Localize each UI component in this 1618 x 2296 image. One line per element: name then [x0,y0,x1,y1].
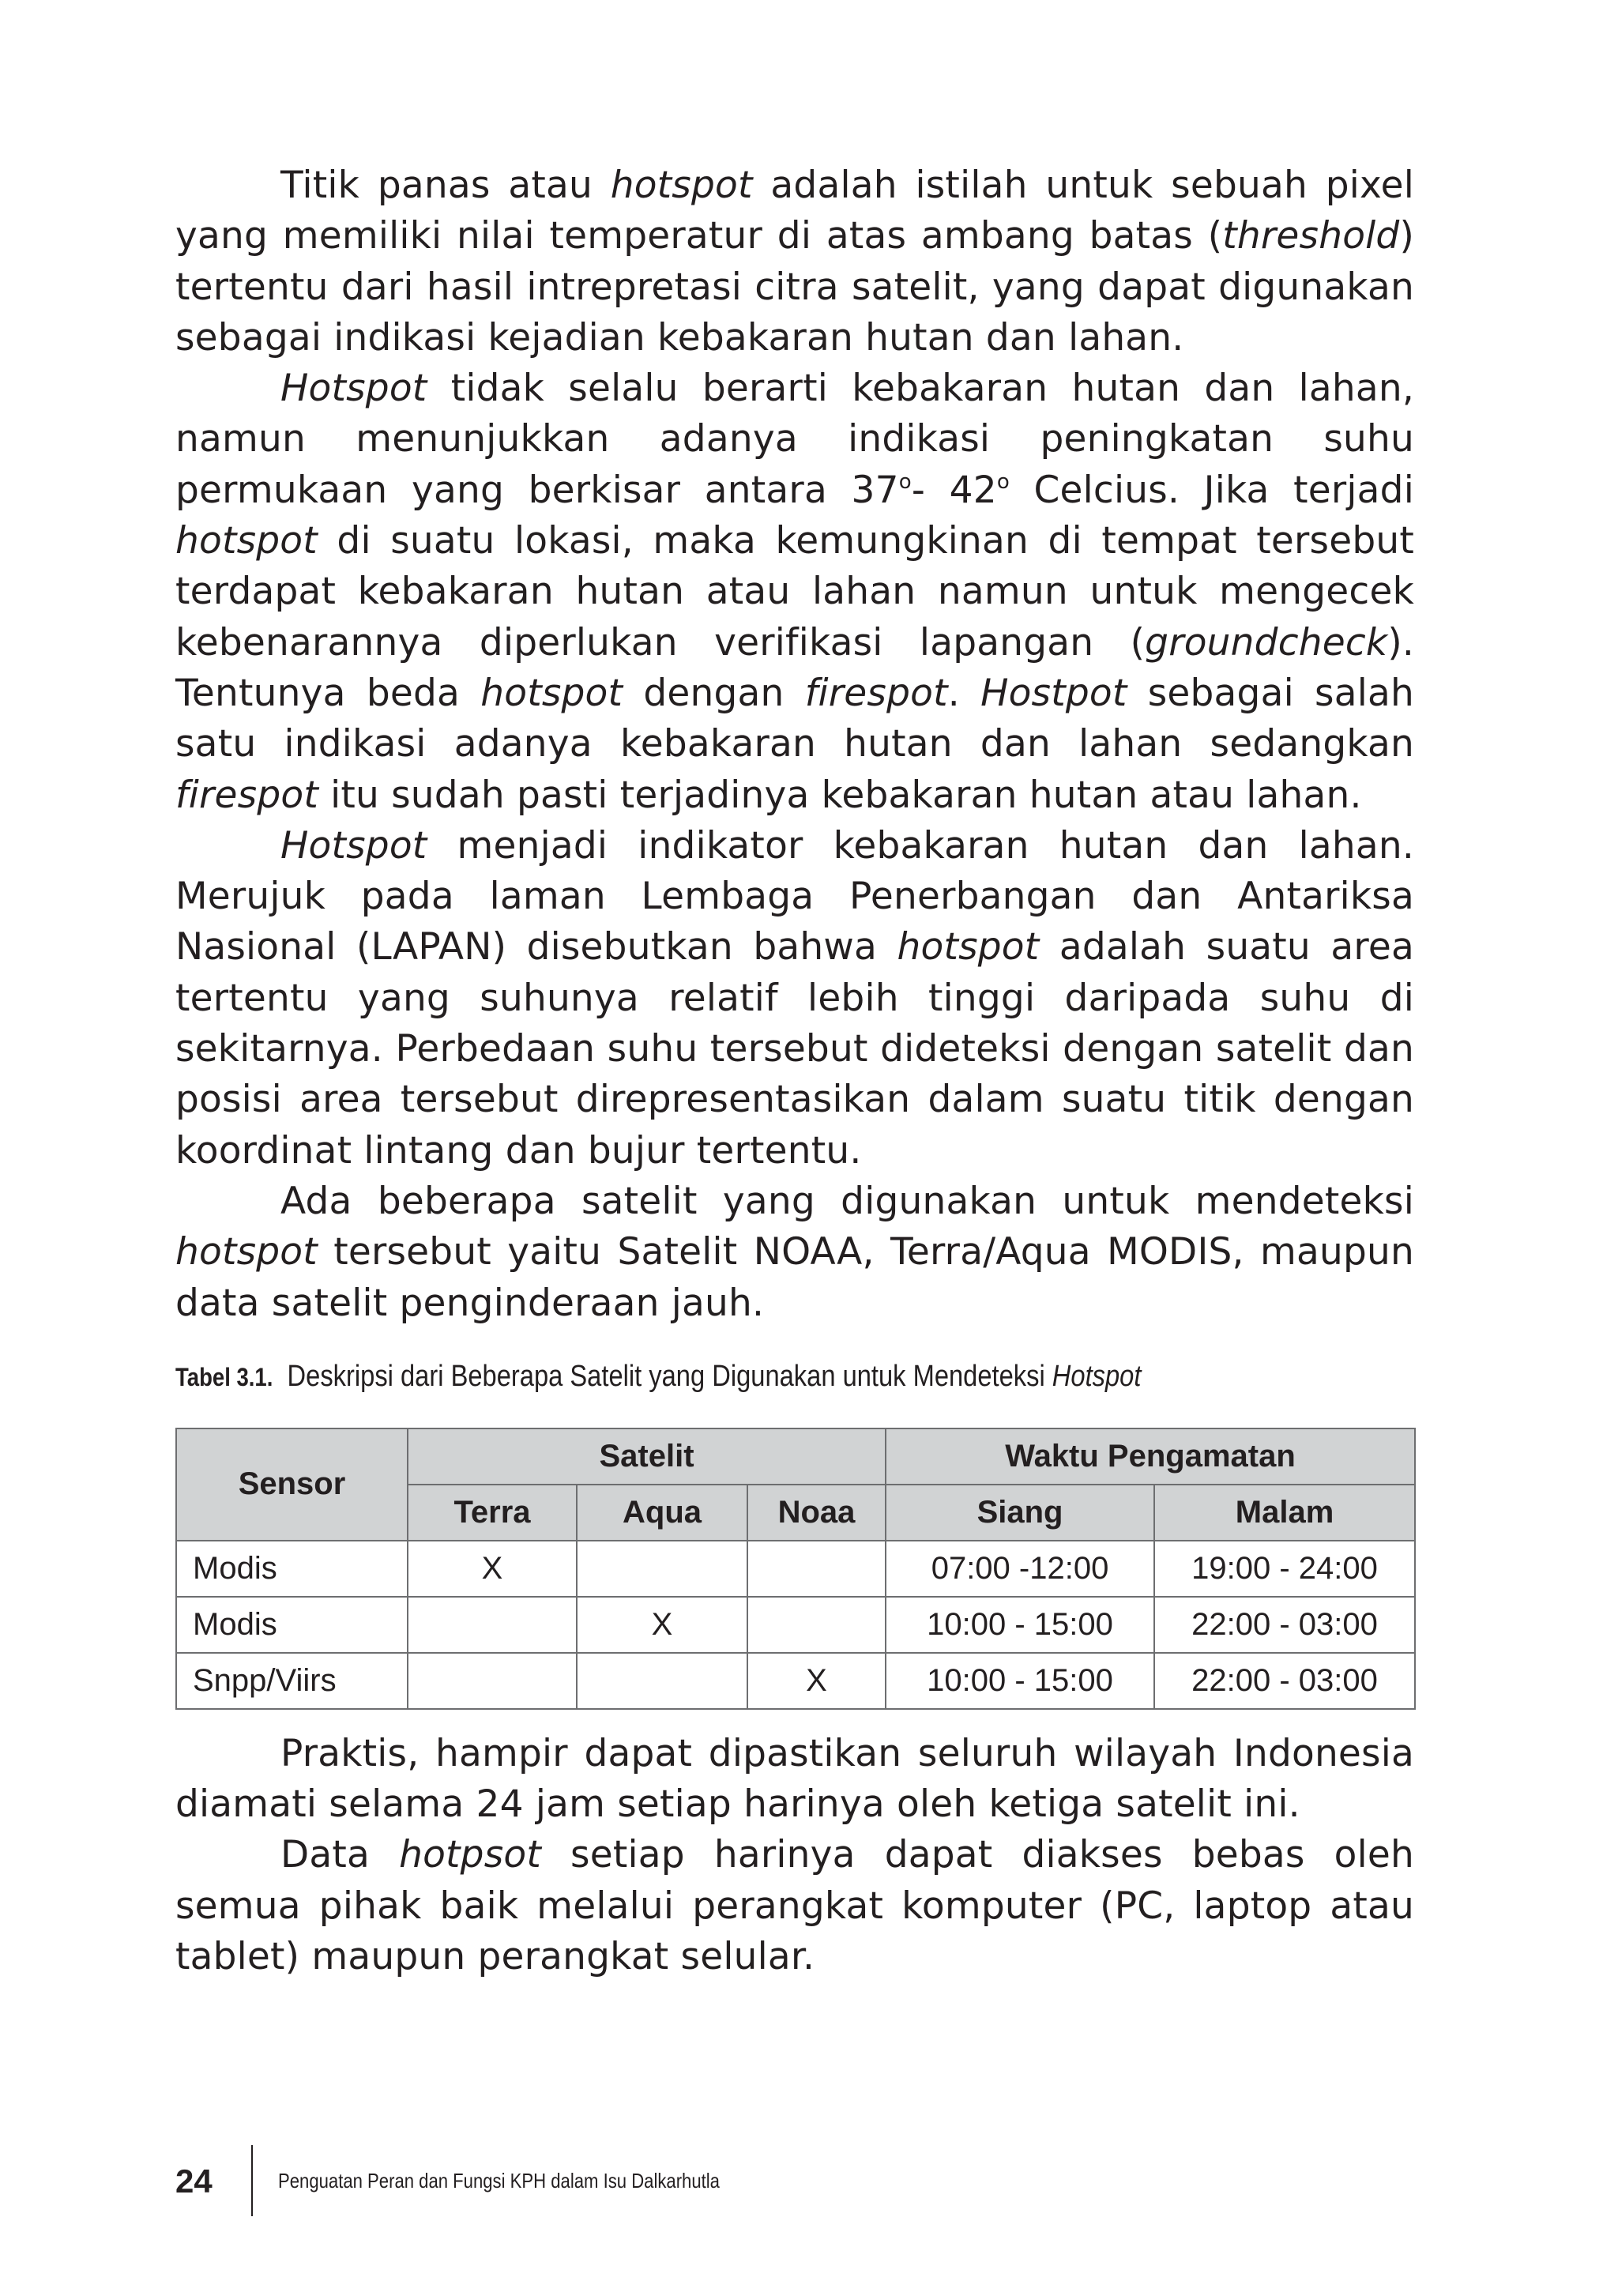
page-number: 24 [175,2162,213,2200]
cell-aqua [577,1541,747,1597]
table-row [176,1597,1415,1653]
header-noaa: Noaa [747,1485,886,1541]
footer-divider [251,2145,253,2216]
page-footer [175,2145,1123,2216]
header-satelit: Satelit [408,1428,886,1485]
paragraph-4: Ada beberapa satelit yang digunakan untuk mendeteksi hotspot tersebut yaitu Satelit NOAA, Terra/Aqua MODIS, maupun data satelit penginderaan jauh. [175,1179,1414,1325]
cell-sensor: Snpp/Viirs [176,1653,408,1709]
cell-noaa [747,1541,886,1597]
header-terra: Terra [408,1485,577,1541]
table-caption [175,1357,1240,1396]
header-waktu-pengamatan: Waktu Pengamatan [886,1428,1415,1485]
cell-terra [408,1653,577,1709]
header-siang: Siang [886,1485,1154,1541]
paragraph-5: Praktis, hampir dapat dipastikan seluruh wilayah Indonesia diamati selama 24 jam setiap harinya oleh ketiga satelit ini. [175,1731,1414,1827]
paragraph-6: Data hotpsot setiap harinya dapat diakses bebas oleh semua pihak baik melalui perangkat komputer (PC, laptop atau tablet) maupun perangkat selular. [175,1833,1414,1979]
book-title: Penguatan Peran dan Fungsi KPH dalam Isu Dalkarhutla [278,2169,720,2192]
cell-terra [408,1597,577,1653]
cell-malam: 19:00 - 24:00 [1154,1541,1415,1597]
cell-siang: 10:00 - 15:00 [886,1597,1154,1653]
cell-noaa [747,1597,886,1653]
table-row [176,1653,1415,1709]
cell-noaa: X [747,1653,886,1709]
cell-aqua [577,1653,747,1709]
header-sensor: Sensor [176,1428,408,1541]
paragraph-1: Titik panas atau hotspot adalah istilah untuk sebuah pixel yang memiliki nilai temperatur di atas ambang batas (threshold) tertentu dari hasil intrepretasi citra satelit, yang dapat digunakan sebagai indikasi kejadian kebakaran hutan dan lahan. [175,164,1414,359]
cell-terra: X [408,1541,577,1597]
caption-label: Tabel 3.1. [175,1362,273,1391]
cell-malam: 22:00 - 03:00 [1154,1597,1415,1653]
header-malam: Malam [1154,1485,1415,1541]
table-row [176,1541,1415,1597]
paragraph-3: Hotspot menjadi indikator kebakaran hutan dan lahan. Merujuk pada laman Lembaga Penerbangan dan Antariksa Nasional (LAPAN) disebutkan bahwa hotspot adalah suatu area tertentu yang suhunya relatif lebih tinggi daripada suhu di sekitarnya. Perbedaan suhu tersebut dideteksi dengan satelit dan posisi area tersebut direpresentasikan dalam suatu titik dengan koordinat lintang dan bujur tertentu. [175,823,1414,1172]
caption-text: Deskripsi dari Beberapa Satelit yang Digunakan untuk Mendeteksi [287,1359,1052,1393]
page-content [175,160,1414,1982]
satellite-table [175,1428,1416,1710]
cell-siang: 07:00 -12:00 [886,1541,1154,1597]
header-aqua: Aqua [577,1485,747,1541]
cell-siang: 10:00 - 15:00 [886,1653,1154,1709]
cell-aqua: X [577,1597,747,1653]
cell-sensor: Modis [176,1541,408,1597]
caption-italic: Hotspot [1052,1359,1142,1393]
paragraph-2: Hotspot tidak selalu berarti kebakaran hutan dan lahan, namun menunjukkan adanya indikasi peningkatan suhu permukaan yang berkisar antara 37$^o$- 42$^o$ Celcius. Jika terjadi hotspot di suatu lokasi, maka kemungkinan di tempat tersebut terdapat kebakaran hutan atau lahan namun untuk mengecek kebenarannya diperlukan verifikasi lapangan (groundcheck). Tentunya beda hotspot dengan firespot. Hostpot sebagai salah satu indikasi adanya kebakaran hutan dan lahan sedangkan firespot itu sudah pasti terjadinya kebakaran hutan atau lahan. [175,367,1414,817]
cell-sensor: Modis [176,1597,408,1653]
cell-malam: 22:00 - 03:00 [1154,1653,1415,1709]
